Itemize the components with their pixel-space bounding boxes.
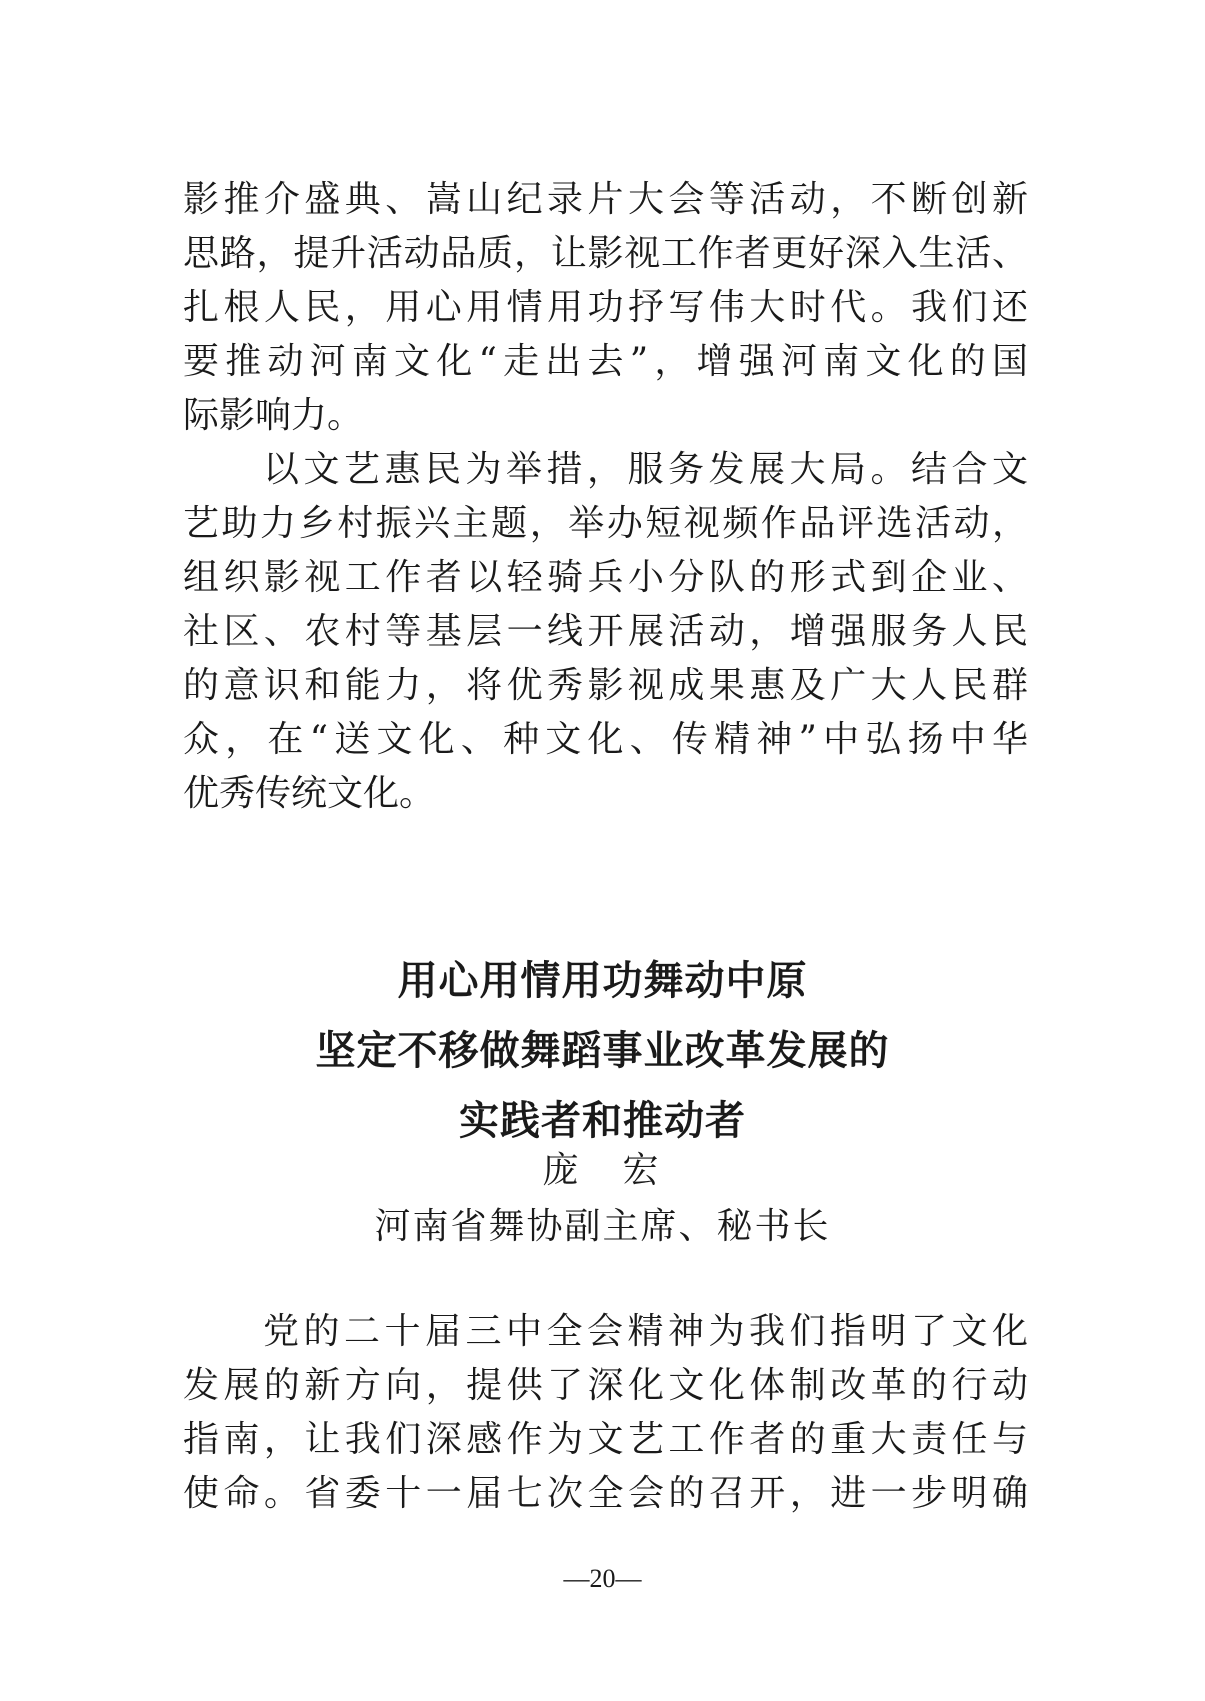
paragraph-continued: [183, 173, 1028, 443]
text-line: 思路，提升活动品质，让影视工作者更好深入生活、: [183, 233, 1028, 274]
paragraph-arts-benefit: [183, 443, 1028, 821]
text-line: 影推介盛典、嵩山纪录片大会等活动，不断创新: [183, 179, 1028, 220]
text-line: 组织影视工作者以轻骑兵小分队的形式到企业、: [183, 557, 1028, 598]
text-line: 际影响力。: [183, 395, 364, 436]
article-body-paragraph: [183, 1305, 1028, 1521]
text-line: 艺助力乡村振兴主题，举办短视频作品评选活动，: [183, 503, 1028, 544]
text-line: 扎根人民，用心用情用功抒写伟大时代。我们还: [183, 287, 1028, 328]
author-affiliation: 河南省舞协副主席、秘书长: [374, 1206, 831, 1247]
text-line: 指南，让我们深感作为文艺工作者的重大责任与: [183, 1419, 1028, 1460]
text-line: 以文艺惠民为举措，服务发展大局。结合文: [263, 449, 1028, 490]
text-line: 使命。省委十一届七次全会的召开，进一步明确: [183, 1473, 1028, 1514]
article-title: [0, 946, 1205, 1156]
title-line: 实践者和推动者: [459, 1098, 746, 1144]
page-number: —20—: [563, 1564, 642, 1593]
text-line: 党的二十届三中全会精神为我们指明了文化: [263, 1311, 1028, 1352]
author-name: 庞 宏: [542, 1150, 663, 1191]
text-line: 发展的新方向，提供了深化文化体制改革的行动: [183, 1365, 1028, 1406]
text-line: 众，在“送文化、种文化、传精神”中弘扬中华: [183, 719, 1028, 760]
title-line: 用心用情用功舞动中原: [397, 958, 808, 1004]
text-line: 优秀传统文化。: [183, 773, 436, 814]
title-line: 坚定不移做舞蹈事业改革发展的: [315, 1028, 890, 1074]
text-line: 的意识和能力，将优秀影视成果惠及广大人民群: [183, 665, 1028, 706]
text-line: 要推动河南文化“走出去”，增强河南文化的国: [183, 341, 1028, 382]
text-line: 社区、农村等基层一线开展活动，增强服务人民: [183, 611, 1028, 652]
